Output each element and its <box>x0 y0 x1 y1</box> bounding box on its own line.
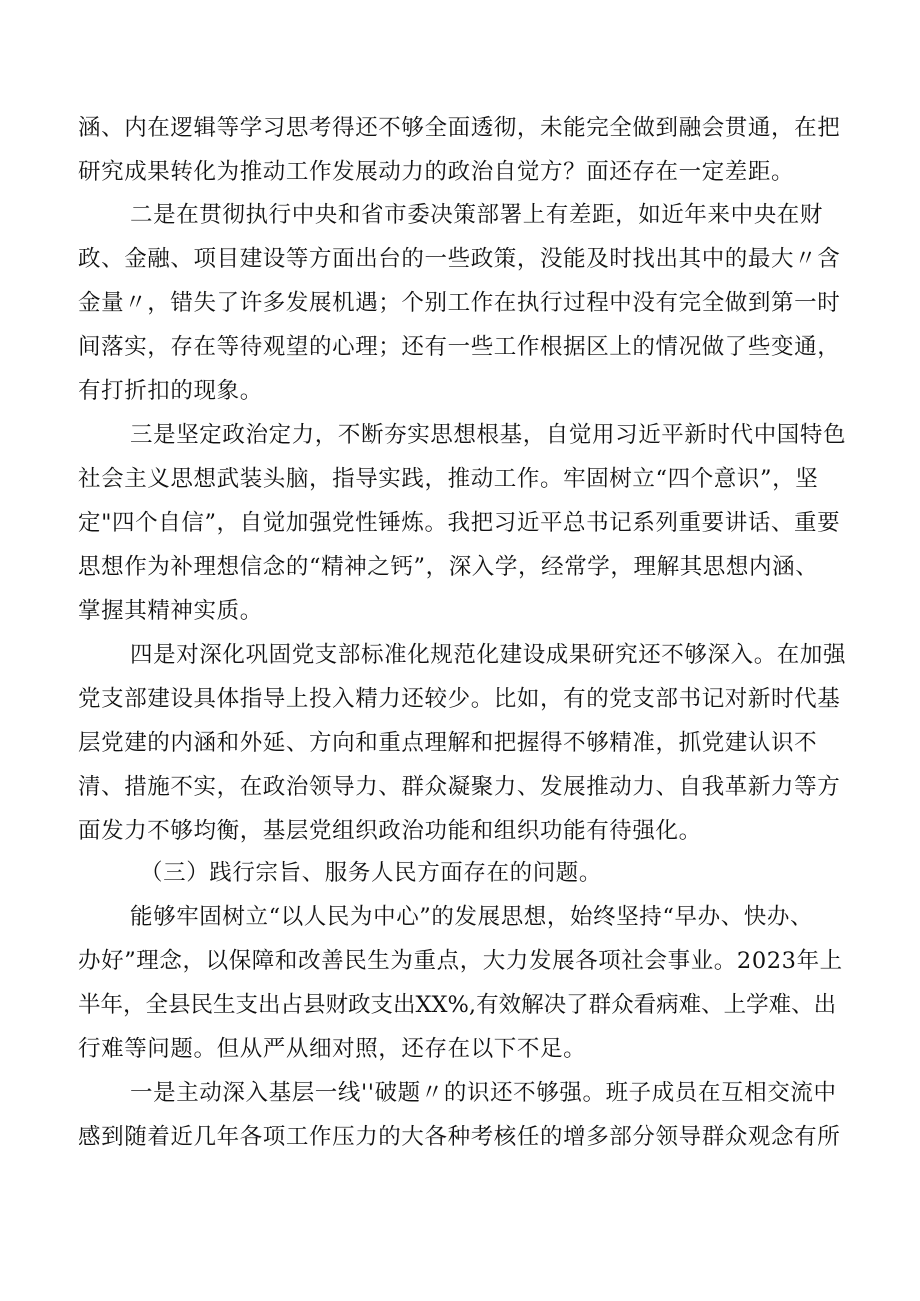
body-text-line: 涵、内在逻辑等学习思考得还不够全面透彻，未能完全做到融会贯通，在把 <box>78 115 841 141</box>
body-text-line: 党支部建设具体指导上投入精力还较少。比如，有的党支部书记对新时代基 <box>78 686 841 712</box>
body-text-line: 层党建的内涵和外延、方向和重点理解和把握得不够精准，抓党建认识不 <box>78 730 818 756</box>
paragraph-first-line: 二是在贯彻执行中央和省市委决策部署上有差距，如近年来中央在财 <box>130 202 824 228</box>
body-text-line: 面发力不够均衡，基层党组织政治功能和组织功能有待强化。 <box>78 818 702 844</box>
paragraph-first-line: 一是主动深入基层一线''破题〃的识还不够强。班子成员在互相交流中 <box>130 1080 837 1106</box>
body-text-line: 思想作为补理想信念的“精神之钙”，深入学，经常学，理解其思想内涵、 <box>78 554 819 580</box>
section-heading: （三）践行宗旨、服务人民方面存在的问题。 <box>140 860 603 886</box>
paragraph-first-line: 四是对深化巩固党支部标准化规范化建设成果研究还不够深入。在加强 <box>130 642 847 668</box>
body-text-line: 办好”理念，以保障和改善民生为重点，大力发展各项社会事业。2023年上 <box>78 948 843 974</box>
paragraph-first-line: 三是坚定政治定力，不断夯实思想根基，自觉用习近平新时代中国特色 <box>130 422 847 448</box>
body-text-line: 清、措施不实，在政治领导力、群众凝聚力、发展推动力、自我革新力等方 <box>78 774 841 800</box>
body-text-line: 半年，全县民生支出占县财政支出XX%,有效解决了群众看病难、上学难、出 <box>78 992 837 1018</box>
body-text-line: 掌握其精神实质。 <box>78 598 263 624</box>
body-text-line: 政、金融、项目建设等方面出台的一些政策，没能及时找出其中的最大〃含 <box>78 246 841 272</box>
body-text-line: 间落实，存在等待观望的心理；还有一些工作根据区上的情况做了些变通， <box>78 334 841 360</box>
body-text-line: 有打折扣的现象。 <box>78 378 263 404</box>
body-text-line: 金量〃，错失了许多发展机遇；个别工作在执行过程中没有完全做到第一时 <box>78 290 841 316</box>
body-text-line: 定"四个自信”，自觉加强党性锤炼。我把习近平总书记系列重要讲话、重要 <box>78 510 841 536</box>
paragraph-first-line: 能够牢固树立“以人民为中心”的发展思想，始终坚持“早办、快办、 <box>130 904 814 930</box>
body-text-line: 感到随着近几年各项工作压力的大各种考核任的增多部分领导群众观念有所 <box>78 1124 841 1150</box>
body-text-line: 研究成果转化为推动工作发展动力的政治自觉方？面还存在一定差距。 <box>78 159 795 185</box>
body-text-line: 社会主义思想武装头脑，指导实践，推动工作。牢固树立“四个意识”，坚 <box>78 466 819 492</box>
body-text-line: 行难等问题。但从严从细对照，还存在以下不足。 <box>78 1036 587 1062</box>
